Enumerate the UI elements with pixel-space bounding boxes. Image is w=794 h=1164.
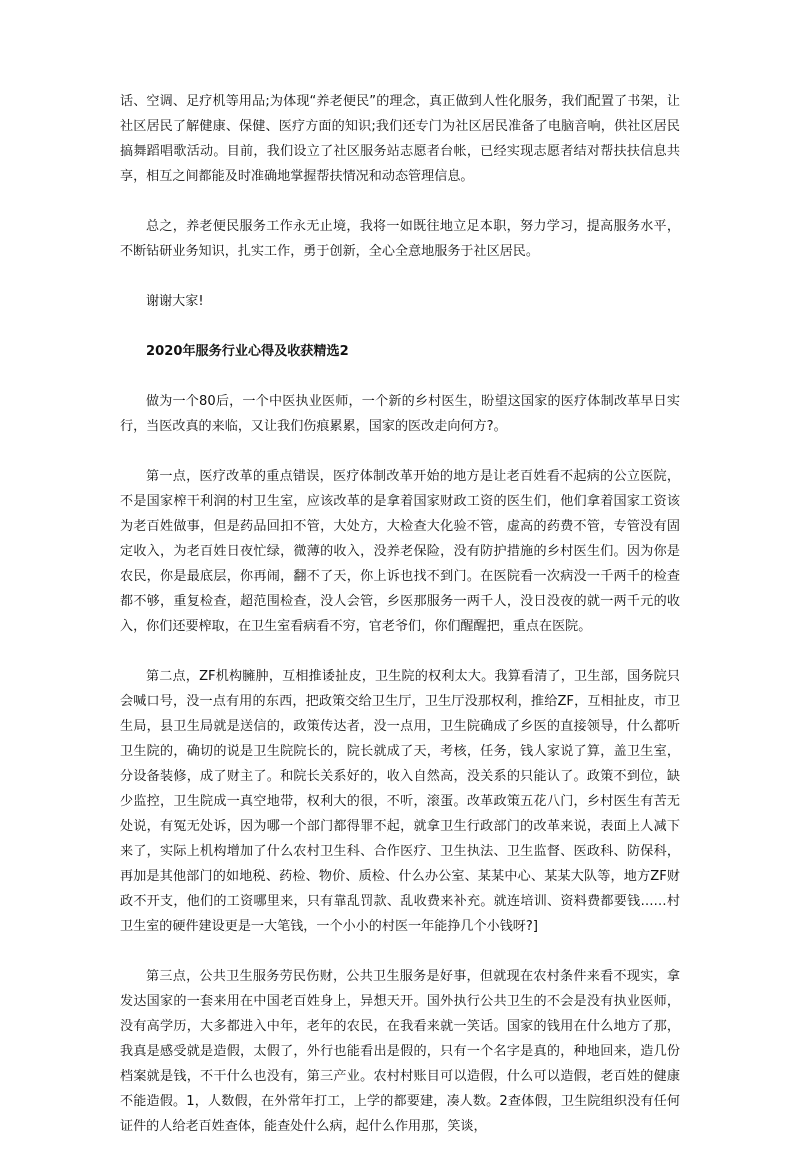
paragraph-point-one: 第一点，医疗改革的重点错误，医疗体制改革开始的地方是让老百姓看不起病的公立医院，不是国家榨干利润的村卫生室，应该改革的是拿着国家财政工资的医生们，他们拿着国家工资该为老百姓做事，但是药品回扣不管，大处方，大检查大化验不管，虚高的药费不管，专管没有固定收入，为老百姓日夜忙绿，微薄的收入，没养老保险，没有防护措施的乡村医生们。因为你是农民，你是最底层，你再闹，翻不了天，你上诉也找不到门。在医院看一次病没一千两千的检查都不够，重复检查，超范围检查，没人会管，乡医那服务一两千人，没日没夜的就一两千元的收入，你们还要榨取，在卫生室看病看不穷，官老爷们，你们醒醒把，重点在医院。 <box>120 469 680 634</box>
section-heading: 2020年服务行业心得及收获精选2 <box>146 344 349 359</box>
paragraph-point-two: 第二点，ZF机构臃肿，互相推诿扯皮，卫生院的权利太大。我算看清了，卫生部，国务院只会喊口号，没一点有用的东西，把政策交给卫生厅，卫生厅没那权利，推给ZF，互相扯皮，市卫生局，县卫生局就是送信的，政策传达者，没一点用，卫生院确成了乡医的直接领导，什么都听卫生院的，确切的说是卫生院院长的，院长就成了天，考核，任务，钱人家说了算，盖卫生室，分设备装修，成了财主了。和院长关系好的，收入自然高，没关系的只能认了。政策不到位，缺少监控，卫生院成一真空地带，权利大的很，不听，滚蛋。改革政策五花八门，乡村医生有苦无处说，有冤无处诉，因为哪一个部门都得罪不起，就拿卫生行政部门的改革来说，表面上人减下来了，实际上机构增加了什么农村卫生科、合作医疗、卫生执法、卫生监督、医政科、防保科，再加是其他部门的如地税、药检、物价、质检、什么办公室、某某中心、某某大队等，地方ZF财政不开支，他们的工资哪里来，只有靠乱罚款、乱收费来补充。就连培训、资料费都要钱……村卫生室的硬件建设更是一大笔钱，一个小小的村医一年能挣几个小钱呀?] <box>120 669 680 934</box>
paragraph-summary: 总之，养老便民服务工作永无止境，我将一如既往地立足本职，努力学习，提高服务水平，不断钻研业务知识，扎实工作，勇于创新，全心全意地服务于社区居民。 <box>120 219 680 259</box>
paragraph-intro: 做为一个80后，一个中医执业医师，一个新的乡村医生，盼望这国家的医疗体制改革早日实行，当医改真的来临，又让我们伤痕累累，国家的医改走向何方?。 <box>120 394 680 434</box>
paragraph-point-three: 第三点，公共卫生服务劳民伤财，公共卫生服务是好事，但就现在农村条件来看不现实，拿发达国家的一套来用在中国老百姓身上，异想天开。国外执行公共卫生的不会是没有执业医师，没有高学历，大多都进入中年，老年的农民，在我看来就一笑话。国家的钱用在什么地方了那，我真是感受就是造假，太假了，外行也能看出是假的，只有一个名字是真的，种地回来，造几份档案就是钱，不干什么也没有，第三产业。农村村账目可以造假，什么可以造假，老百姓的健康不能造假。1，人数假，在外常年打工，上学的都要建，凑人数。2查体假，卫生院组织没有任何证件的人给老百姓查体，能查处什么病，起什么作用那，笑谈， <box>120 969 680 1134</box>
document-page <box>120 89 680 1164</box>
paragraph-thanks: 谢谢大家! <box>146 294 204 309</box>
paragraph-service-facilities: 话、空调、足疗机等用品;为体现“养老便民”的理念，真正做到人性化服务，我们配置了书架，让社区居民了解健康、保健、医疗方面的知识;我们还专门为社区居民准备了电脑音响，供社区居民搞舞蹈唱歌活动。目前，我们设立了社区服务站志愿者台帐，已经实现志愿者结对帮扶扶信息共享，相互之间都能及时准确地掌握帮扶情况和动态管理信息。 <box>120 94 680 184</box>
